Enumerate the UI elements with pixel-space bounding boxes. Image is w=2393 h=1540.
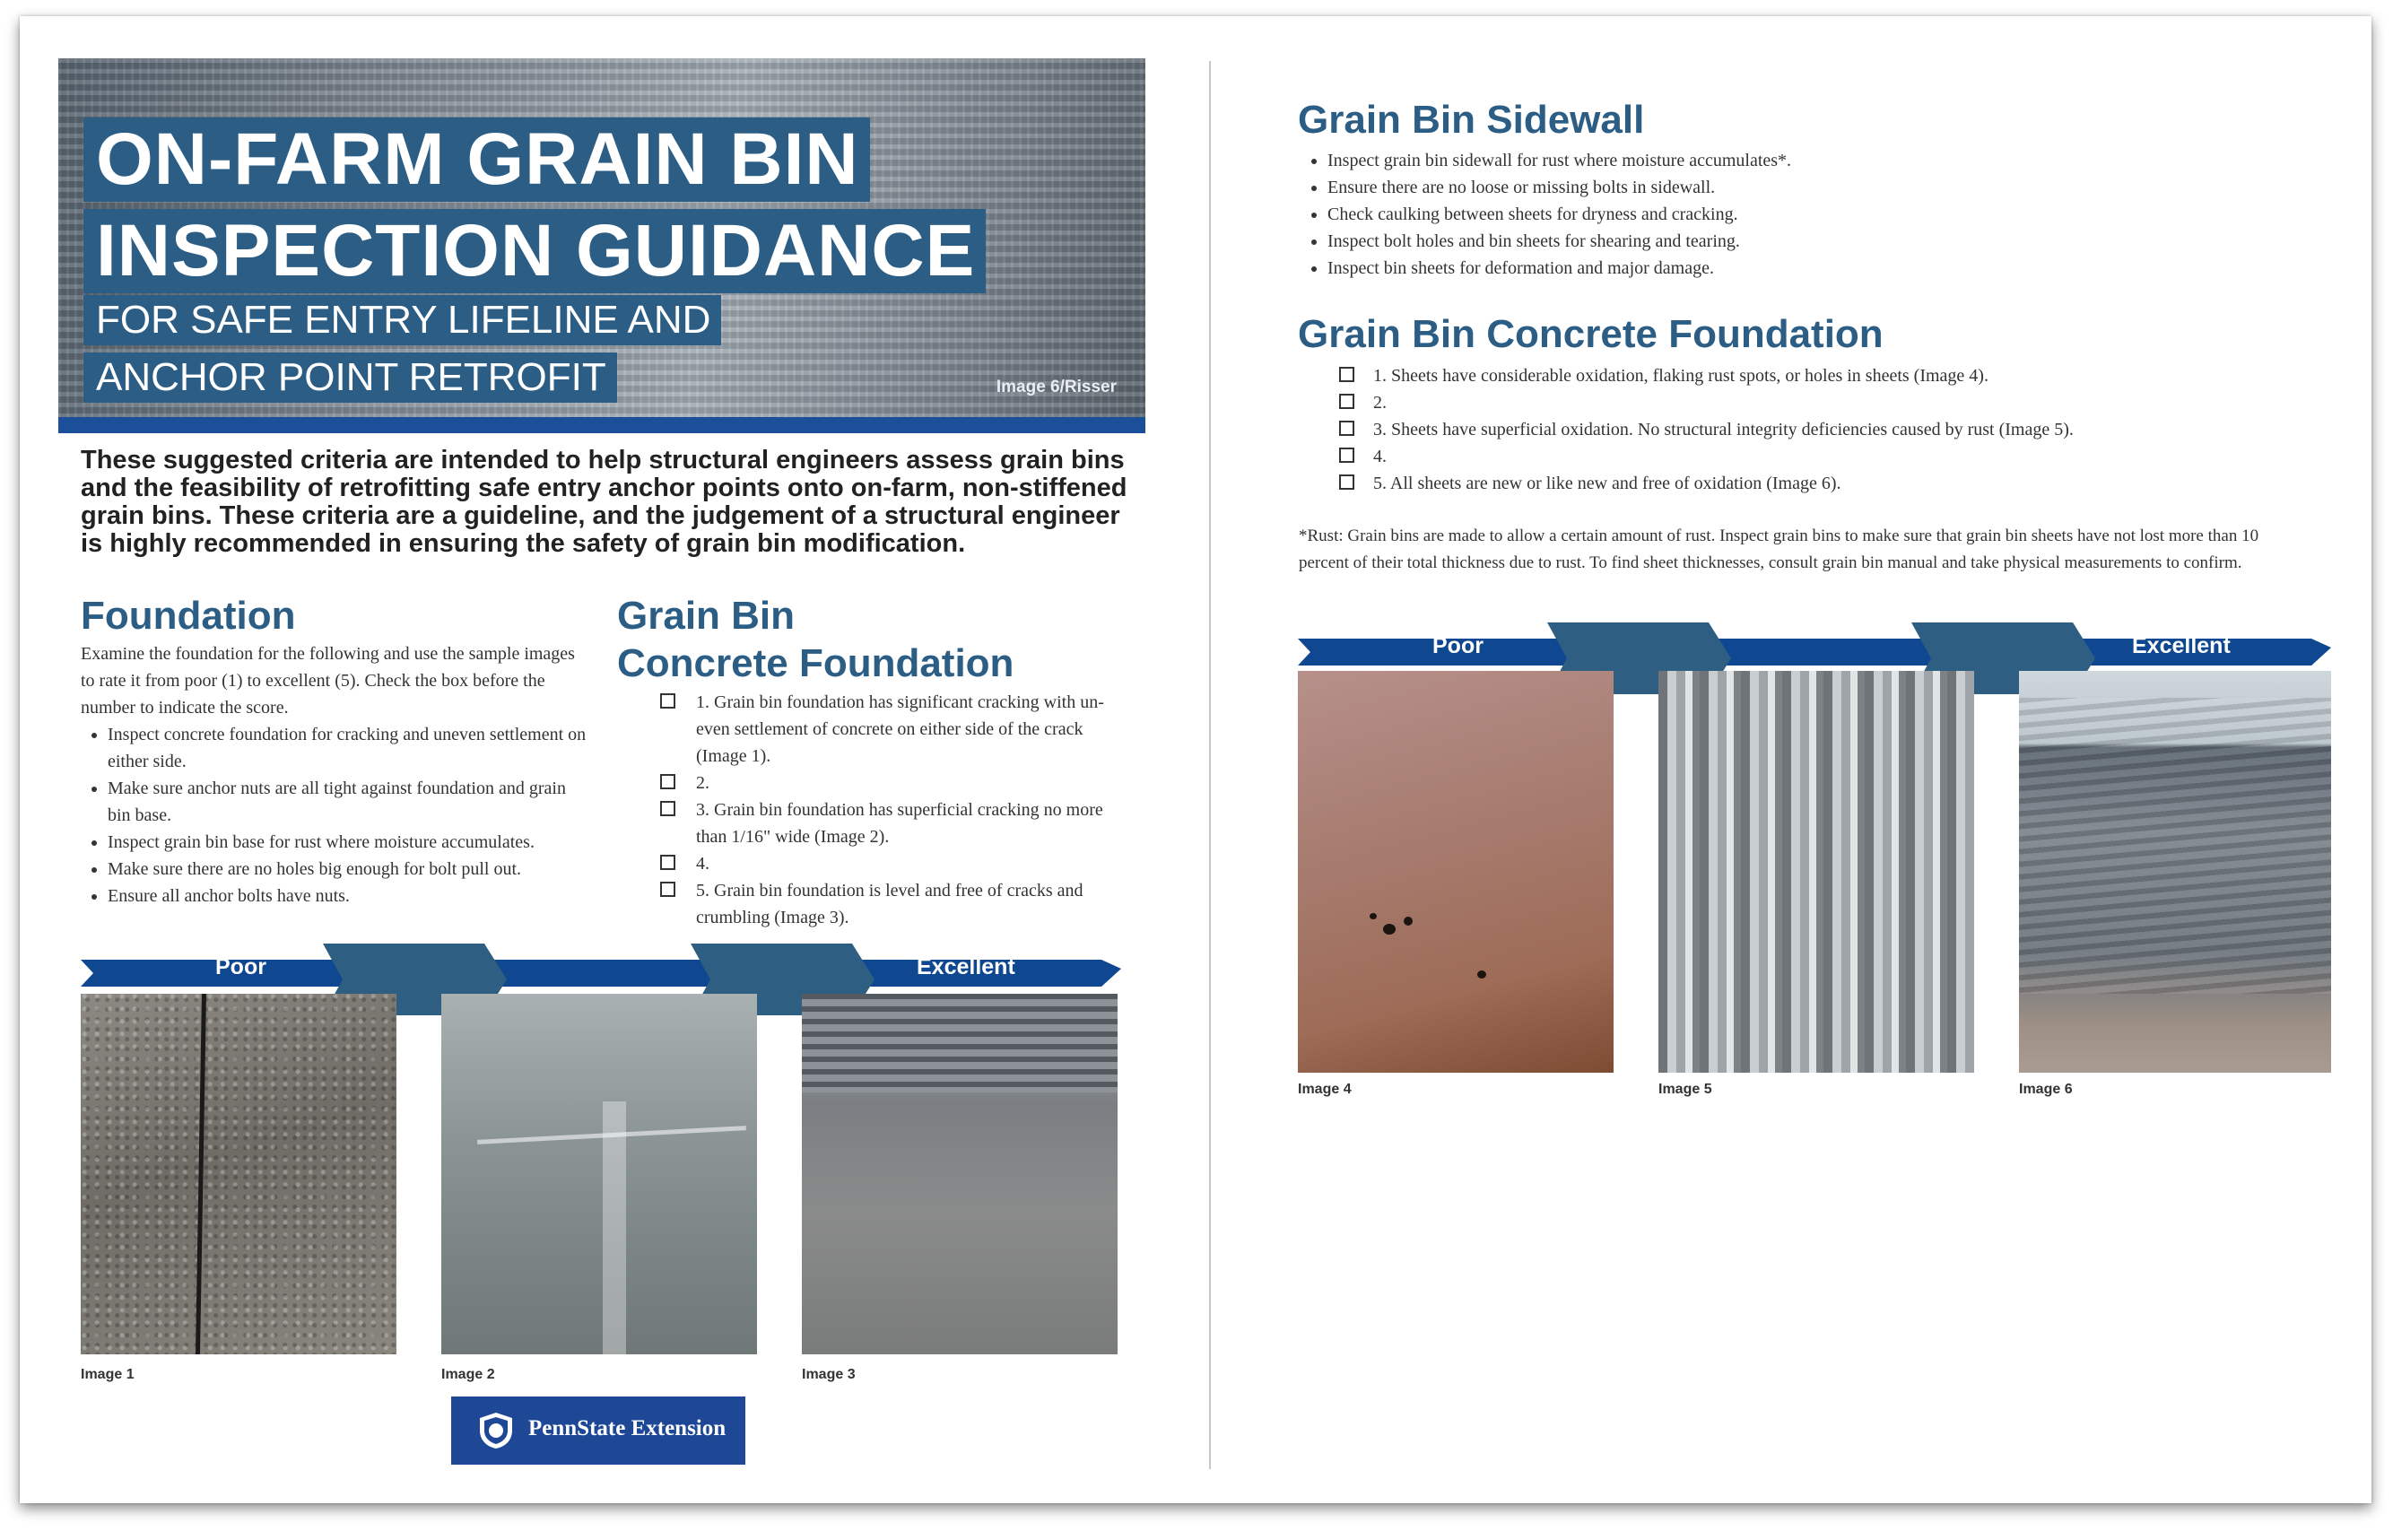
checklist-item[interactable] xyxy=(660,796,1118,850)
checklist-label: 2. xyxy=(696,773,709,793)
checklist-label: 1. Sheets have considerable oxidation, flaking rust spots, or holes in sheets (Image 4). xyxy=(1373,366,1988,386)
list-item: • Inspect bolt holes and bin sheets for shearing and tearing. xyxy=(1327,228,2305,255)
foundation-section xyxy=(81,640,587,909)
sidewall-section xyxy=(1301,147,2305,282)
checkbox[interactable] xyxy=(660,855,675,870)
checklist-label: 2. xyxy=(1373,393,1387,413)
scale-excellent-label: Excellent xyxy=(2132,633,2231,658)
checklist-label: 4. xyxy=(1373,447,1387,466)
scale-poor-label: Poor xyxy=(215,954,266,979)
checklist-item[interactable] xyxy=(660,877,1118,931)
rust-footnote: *Rust: Grain bins are made to allow a certain amount of rust. Inspect grain bins to make sure that grain bin sheets have not lost more than 10 percent of their total thickness due to rust. To find sheet thicknesses, consult grain bin manual and take physical measurements to confirm. xyxy=(1299,526,2259,572)
sidewall-photo-poor xyxy=(1298,671,1614,1073)
foundation-photo-poor xyxy=(81,994,396,1354)
page-divider xyxy=(1209,61,1211,1469)
foundation-bullet-list xyxy=(81,721,587,909)
foundation-heading: Foundation xyxy=(81,594,296,638)
checkbox[interactable] xyxy=(1339,448,1354,463)
concrete-checklist-right xyxy=(1312,362,2308,497)
sidewall-photo-superficial xyxy=(1658,671,1974,1073)
hero-accent-bar xyxy=(58,417,1145,433)
checkbox[interactable] xyxy=(660,801,675,816)
logo-text: PennState Extension xyxy=(528,1416,727,1440)
concrete-heading-line-2: Concrete Foundation xyxy=(617,641,1014,685)
checkbox[interactable] xyxy=(1339,394,1354,409)
sidewall-heading: Grain Bin Sidewall xyxy=(1298,98,1645,142)
concrete-heading-right: Grain Bin Concrete Foundation xyxy=(1298,312,1884,356)
sidewall-photo-excellent xyxy=(2019,671,2331,1073)
list-item: • Inspect bin sheets for deformation and major damage. xyxy=(1327,255,2305,282)
checklist-label: 3. Grain bin foundation has superficial cracking no more than 1/16" wide (Image 2). xyxy=(696,800,1103,847)
scale-excellent-label: Excellent xyxy=(917,954,1015,979)
list-item: • Ensure all anchor bolts have nuts. xyxy=(108,883,587,909)
list-item: • Ensure there are no loose or missing bolts in sidewall. xyxy=(1327,174,2305,201)
checklist-item[interactable] xyxy=(1339,389,2308,416)
checklist-label: 4. xyxy=(696,854,709,874)
concrete-heading-line-1: Grain Bin xyxy=(617,594,796,638)
concrete-heading-left xyxy=(617,592,1014,687)
scale-poor-label: Poor xyxy=(1432,633,1484,658)
checklist-item[interactable] xyxy=(1339,416,2308,443)
nittany-lion-shield-icon xyxy=(476,1411,516,1450)
checkbox[interactable] xyxy=(660,774,675,789)
checklist-item[interactable] xyxy=(1339,362,2308,389)
checklist-label: 3. Sheets have superficial oxidation. No structural integrity deficiencies caused by rust (Image 5). xyxy=(1373,420,2074,439)
image-5-caption: Image 5 xyxy=(1658,1082,1712,1097)
checkbox[interactable] xyxy=(660,693,675,709)
list-item: • Make sure there are no holes big enough for bolt pull out. xyxy=(108,856,587,883)
checklist-label: 1. Grain bin foundation has significant cracking with un-even settlement of concrete on either side of the crack (Image 1). xyxy=(696,692,1104,766)
image-2-caption: Image 2 xyxy=(441,1367,495,1382)
list-item: • Inspect grain bin base for rust where moisture accumulates. xyxy=(108,829,587,856)
hero-banner-photo xyxy=(58,58,1145,417)
image-1-caption: Image 1 xyxy=(81,1367,135,1382)
image-4-caption: Image 4 xyxy=(1298,1082,1352,1097)
photo-credit: Image 6/Risser xyxy=(996,378,1117,396)
checkbox[interactable] xyxy=(1339,421,1354,436)
image-3-caption: Image 3 xyxy=(802,1367,856,1382)
checklist-label: 5. All sheets are new or like new and free of oxidation (Image 6). xyxy=(1373,474,1841,493)
checklist-item[interactable] xyxy=(660,689,1118,770)
concrete-checklist-left xyxy=(633,689,1118,931)
checklist-label: 5. Grain bin foundation is level and free of cracks and crumbling (Image 3). xyxy=(696,881,1083,927)
subtitle-line-2: ANCHOR POINT RETROFIT xyxy=(83,352,617,403)
list-item: • Inspect grain bin sidewall for rust where moisture accumulates*. xyxy=(1327,147,2305,174)
foundation-photo-superficial xyxy=(441,994,757,1354)
foundation-photo-excellent xyxy=(802,994,1118,1354)
intro-paragraph: These suggested criteria are intended to help structural engineers assess grain bins and the feasibility of retrofitting safe entry anchor points onto on-farm, non-stiffened grain bins. These criteria are a guideline, and the judgement of a structural engineer is highly recommended in ensuring the safety of grain bin modification. xyxy=(81,446,1127,558)
checklist-item[interactable] xyxy=(660,850,1118,877)
sidewall-bullet-list xyxy=(1301,147,2305,282)
checkbox[interactable] xyxy=(1339,474,1354,490)
checkbox[interactable] xyxy=(660,882,675,897)
checklist-item[interactable] xyxy=(1339,443,2308,470)
image-6-caption: Image 6 xyxy=(2019,1082,2073,1097)
pennstate-extension-logo xyxy=(451,1396,745,1465)
list-item: • Make sure anchor nuts are all tight against foundation and grain bin base. xyxy=(108,775,587,829)
title-line-2: INSPECTION GUIDANCE xyxy=(83,209,986,293)
list-item: • Check caulking between sheets for dryness and cracking. xyxy=(1327,201,2305,228)
title-line-1: ON-FARM GRAIN BIN xyxy=(83,117,870,202)
subtitle-line-1: FOR SAFE ENTRY LIFELINE AND xyxy=(83,295,721,345)
checklist-item[interactable] xyxy=(660,770,1118,796)
checkbox[interactable] xyxy=(1339,367,1354,382)
checklist-item[interactable] xyxy=(1339,470,2308,497)
foundation-instructions: Examine the foundation for the following and use the sample images to rate it from poor (1) to excellent (5). Check the box before the number to indicate the score. xyxy=(81,644,575,718)
list-item: • Inspect concrete foundation for cracking and uneven settlement on either side. xyxy=(108,721,587,775)
